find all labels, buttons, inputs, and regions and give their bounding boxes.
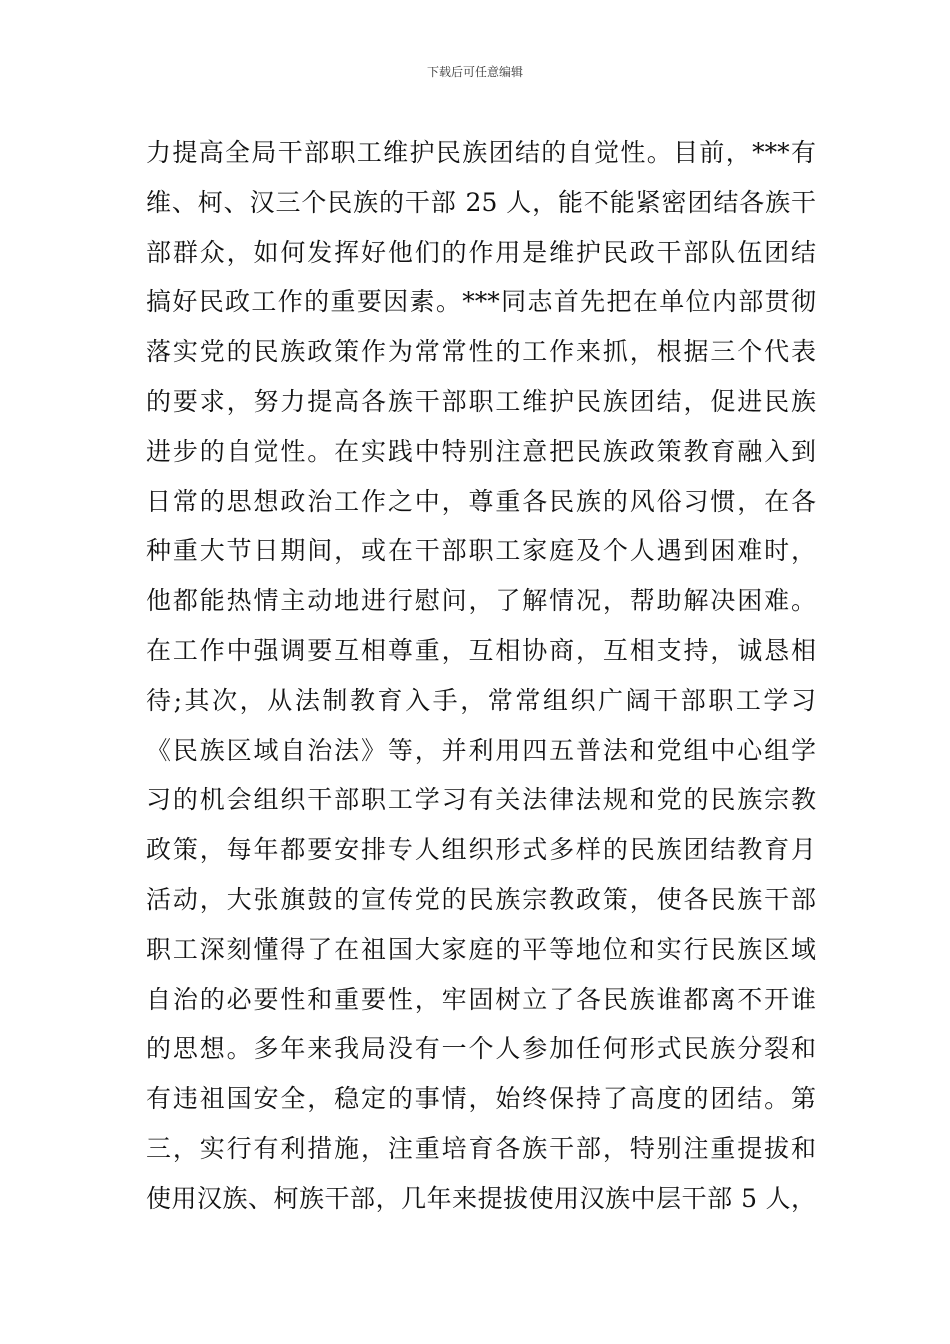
text-line: 在工作中强调要互相尊重，互相协商，互相支持，诚恳相 — [146, 635, 816, 665]
text-line: 待;其次，从法制教育入手，常常组织广阔干部职工学习 — [146, 685, 816, 715]
text-line: 的思想。多年来我局没有一个人参加任何形式民族分裂和 — [146, 1034, 816, 1064]
document-body — [146, 128, 816, 1224]
text-line: 习的机会组织干部职工学习有关法律法规和党的民族宗教 — [146, 785, 816, 815]
text-line: 使用汉族、柯族干部，几年来提拔使用汉族中层干部 5 人， — [146, 1183, 816, 1213]
page-header: 下载后可任意编辑 — [426, 65, 523, 79]
text-line: 他都能热情主动地进行慰问，了解情况，帮助解决困难。 — [146, 586, 816, 616]
text-line: 部群众，如何发挥好他们的作用是维护民政干部队伍团结 — [146, 237, 816, 267]
text-line: 种重大节日期间，或在干部职工家庭及个人遇到困难时， — [146, 536, 816, 566]
text-line: 三，实行有利措施，注重培育各族干部，特别注重提拔和 — [146, 1133, 816, 1163]
text-line: 搞好民政工作的重要因素。***同志首先把在单位内部贯彻 — [146, 287, 816, 317]
text-line: 有违祖国安全，稳定的事情，始终保持了高度的团结。第 — [146, 1084, 816, 1114]
text-line: 职工深刻懂得了在祖国大家庭的平等地位和实行民族区域 — [146, 934, 816, 964]
text-line: 《民族区域自治法》等，并利用四五普法和党组中心组学 — [146, 735, 816, 765]
text-line: 日常的思想政治工作之中，尊重各民族的风俗习惯，在各 — [146, 486, 816, 516]
text-line: 力提高全局干部职工维护民族团结的自觉性。目前，***有 — [146, 138, 816, 167]
text-line: 进步的自觉性。在实践中特别注意把民族政策教育融入到 — [146, 436, 816, 466]
text-line: 落实党的民族政策作为常常性的工作来抓，根据三个代表 — [146, 337, 816, 367]
text-line: 活动，大张旗鼓的宣传党的民族宗教政策，使各民族干部 — [146, 884, 816, 914]
text-line: 的要求，努力提高各族干部职工维护民族团结，促进民族 — [146, 386, 816, 416]
text-line: 自治的必要性和重要性，牢固树立了各民族谁都离不开谁 — [146, 984, 816, 1014]
text-line: 维、柯、汉三个民族的干部 25 人，能不能紧密团结各族干 — [146, 187, 816, 217]
text-line: 政策，每年都要安排专人组织形式多样的民族团结教育月 — [146, 835, 816, 865]
